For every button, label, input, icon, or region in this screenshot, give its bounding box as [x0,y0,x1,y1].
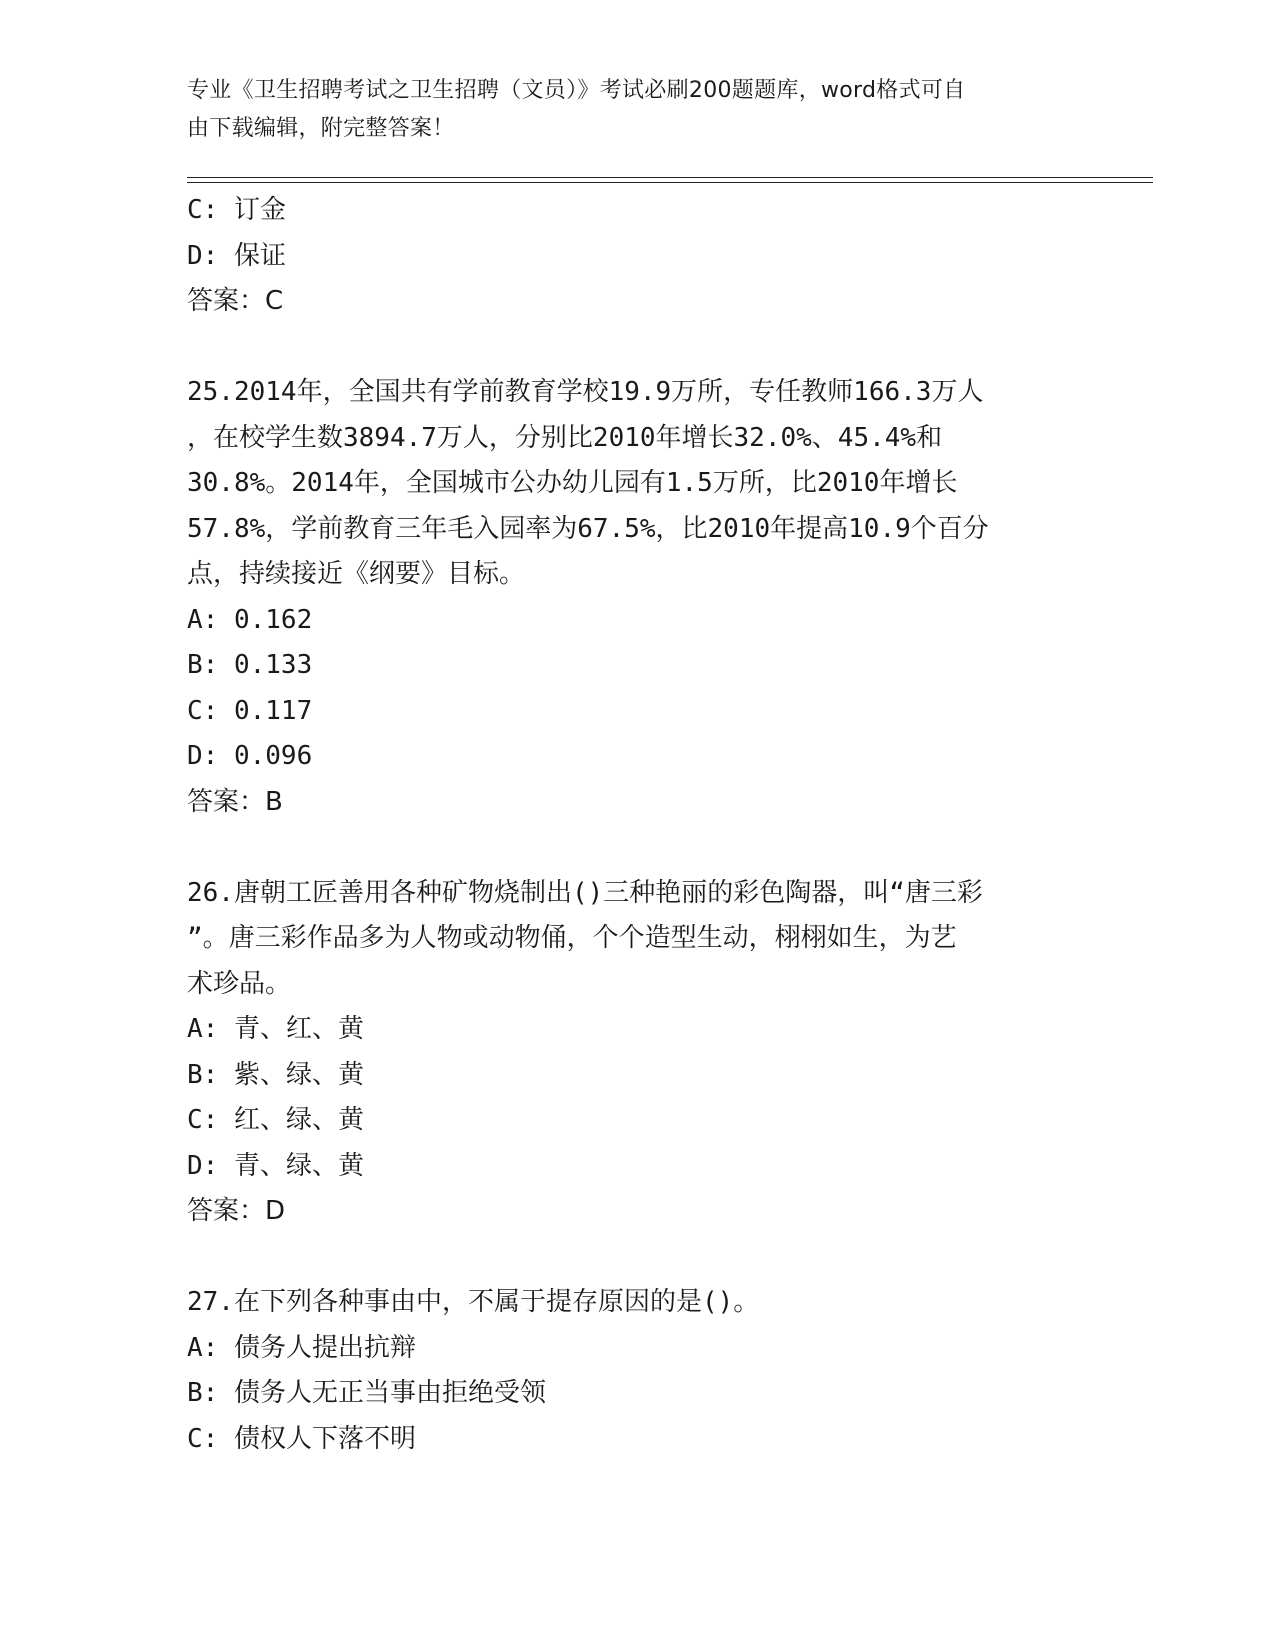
option-d: D: 青、绿、黄 [187,1150,364,1181]
header-divider-bottom [187,182,1153,183]
option-a: A: 青、红、黄 [187,1014,364,1044]
spacer [187,325,1087,371]
question-text-line: 57.8%，学前教育三年毛入园率为67.5%，比2010年提高10.9个百分 [187,513,989,544]
question-27 [187,1280,1087,1462]
option-d: D: 保证 [187,240,286,271]
option-c: C: 订金 [187,195,286,225]
option-b: B: 0.133 [187,650,313,680]
option-c: C: 债权人下落不明 [187,1423,416,1454]
option-b: B: 紫、绿、黄 [187,1059,364,1090]
header-line-2: 由下载编辑，附完整答案！ [187,116,455,141]
spacer [187,1235,1087,1281]
answer-line: 答案：C [187,286,284,316]
document-header [187,72,1067,148]
spacer [187,825,1087,871]
answer-line: 答案：D [187,1196,286,1226]
answer-line: 答案：B [187,786,283,817]
option-a: A: 债务人提出抗辩 [187,1332,416,1363]
option-a: A: 0.162 [187,604,313,635]
question-text-line: 27.在下列各种事由中，不属于提存原因的是()。 [187,1287,760,1317]
question-text-line: 25.2014年，全国共有学前教育学校19.9万所，专任教师166.3万人 [187,377,984,407]
question-25 [187,370,1087,825]
header-divider-top [187,177,1153,178]
header-line-1: 专业《卫生招聘考试之卫生招聘（文员）》考试必刷200题题库，word格式可自 [187,78,966,103]
question-24-tail [187,188,1087,325]
option-c: C: 0.117 [187,695,313,726]
question-text-line: ”。唐三彩作品多为人物或动物俑，个个造型生动，栩栩如生，为艺 [187,923,957,953]
question-text-line: 点，持续接近《纲要》目标。 [187,559,526,589]
question-text-line: 30.8%。2014年，全国城市公办幼儿园有1.5万所，比2010年增长 [187,468,958,498]
option-d: D: 0.096 [187,741,313,771]
question-26 [187,871,1087,1235]
question-text-line: 26.唐朝工匠善用各种矿物烧制出()三种艳丽的彩色陶器，叫“唐三彩 [187,877,983,908]
option-b: B: 债务人无正当事由拒绝受领 [187,1378,546,1408]
option-c: C: 红、绿、黄 [187,1105,364,1135]
question-text-line: 术珍品。 [187,968,292,999]
question-text-line: ，在校学生数3894.7万人，分别比2010年增长32.0%、45.4%和 [187,422,943,453]
document-body [187,188,1087,1462]
